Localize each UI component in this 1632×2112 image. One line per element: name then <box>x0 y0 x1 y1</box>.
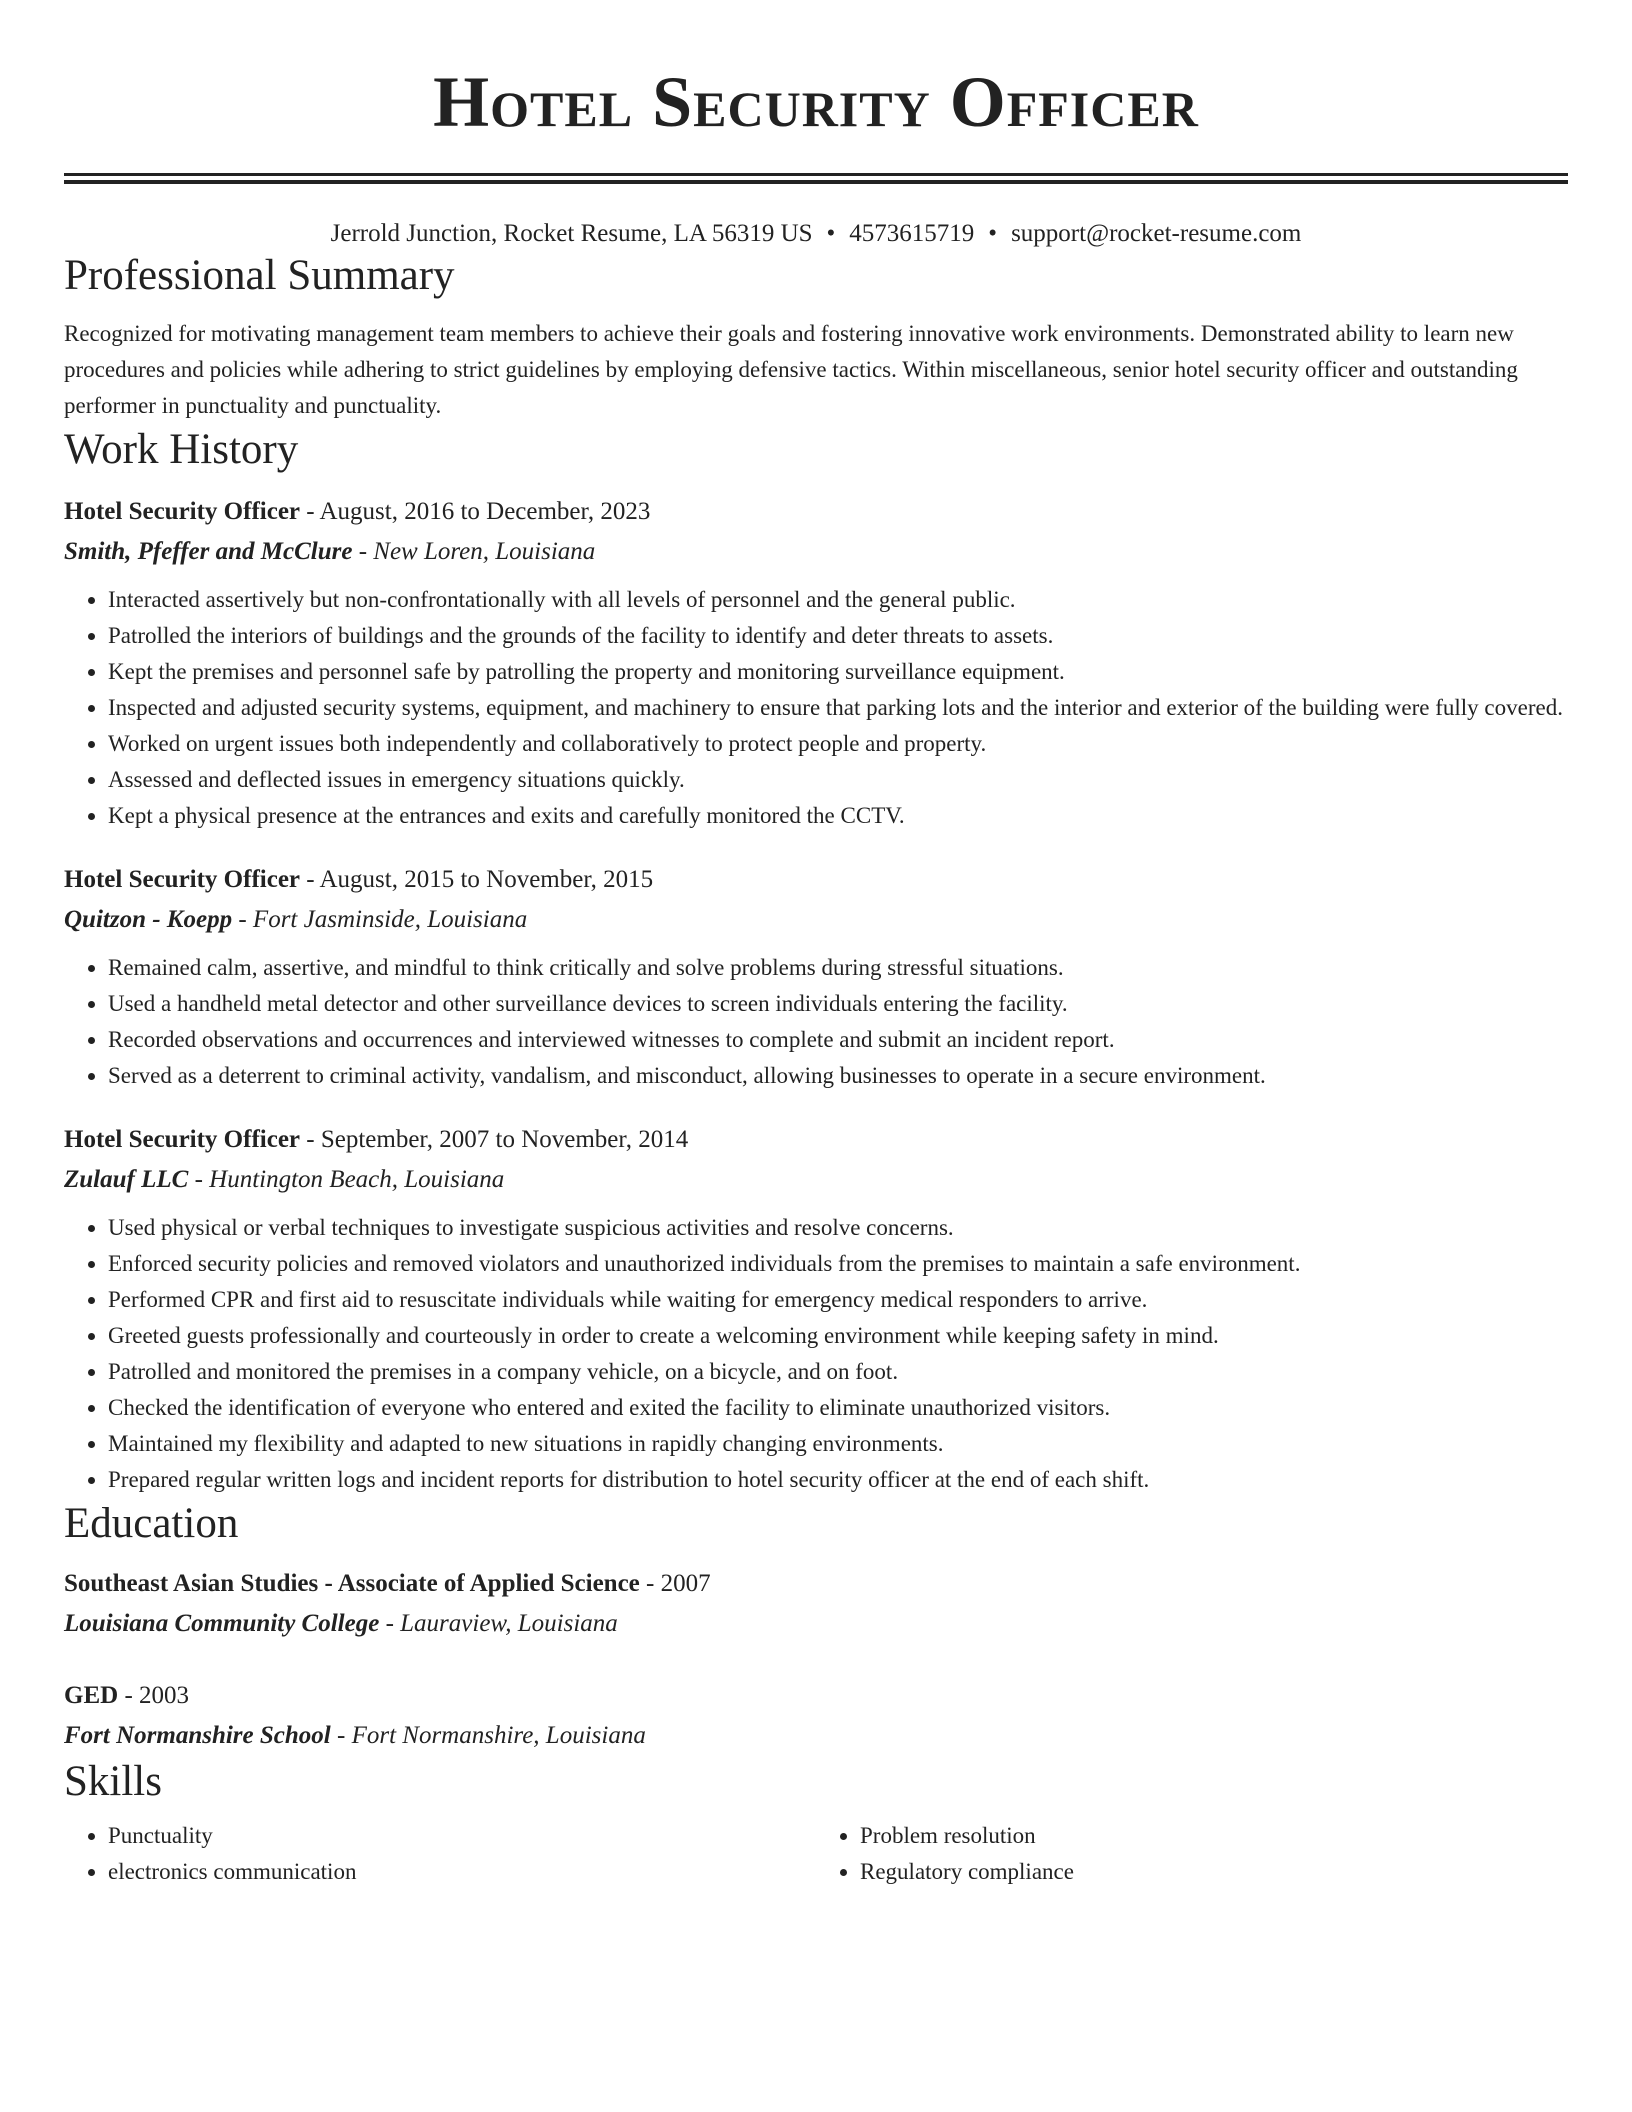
job-duty: • Kept the premises and personnel safe by patrolling the property and monitoring surveillance equipment. <box>108 654 1568 690</box>
job-dates: - August, 2016 to December, 2023 <box>300 498 651 525</box>
summary-text: Recognized for motivating management team members to achieve their goals and fostering innovative work environments. Demonstrated ability to learn new procedures and policies while adhering to strict guidelines by employing defensive tactics. Within miscellaneous, senior hotel security officer and outstanding performer in punctuality and punctuality. <box>64 321 1518 418</box>
job-duty: • Greeted guests professionally and courteously in order to create a welcoming environment while keeping safety in mind. <box>108 1318 1568 1354</box>
resume-title: Hotel Security Officer <box>433 62 1199 142</box>
education-heading: Education <box>64 1500 239 1547</box>
education-location: - Lauraview, Louisiana <box>379 1610 618 1637</box>
job-duty: • Prepared regular written logs and incident reports for distribution to hotel security officer at the end of each shift. <box>108 1462 1568 1498</box>
job-duty: • Used a handheld metal detector and other surveillance devices to screen individuals entering the facility. <box>108 986 1568 1022</box>
education-entry <box>64 1564 1568 1644</box>
skills-column-left <box>64 1818 816 1890</box>
contact-line <box>64 218 1568 250</box>
job-duty: • Served as a deterrent to criminal activity, vandalism, and misconduct, allowing businesses to operate in a secure environment. <box>108 1058 1568 1094</box>
education-degree-line <box>64 1564 1568 1604</box>
contact-email: support@rocket-resume.com <box>1011 220 1302 247</box>
contact-separator: • <box>826 220 836 247</box>
job-duty: • Enforced security policies and removed violators and unauthorized individuals from the premises to maintain a safe environment. <box>108 1246 1568 1282</box>
education-location: - Fort Normanshire, Louisiana <box>330 1722 646 1749</box>
skill-item: • Problem resolution <box>860 1818 1568 1854</box>
education-school-line <box>64 1716 1568 1756</box>
job-title-line <box>64 1120 1568 1160</box>
education-year: - 2007 <box>639 1570 711 1597</box>
skills-list <box>64 1818 1568 1890</box>
contact-address: Jerrold Junction, Rocket Resume, LA 56319 US <box>330 220 813 247</box>
skills-heading: Skills <box>64 1758 162 1805</box>
job-title-line <box>64 492 1568 532</box>
job-title-line <box>64 860 1568 900</box>
education-school: Fort Normanshire School <box>64 1722 331 1749</box>
job-duty: • Patrolled and monitored the premises in a company vehicle, on a bicycle, and on foot. <box>108 1354 1568 1390</box>
job-title: Hotel Security Officer <box>64 866 301 893</box>
job-duties <box>64 1210 1568 1498</box>
job-employer: Zulauf LLC <box>64 1166 189 1193</box>
job-duty: • Assessed and deflected issues in emergency situations quickly. <box>108 762 1568 798</box>
job-dates: - September, 2007 to November, 2014 <box>300 1126 689 1153</box>
job-duty: • Recorded observations and occurrences and interviewed witnesses to complete and submit an incident report. <box>108 1022 1568 1058</box>
education-degree: GED <box>64 1682 119 1709</box>
job-title: Hotel Security Officer <box>64 1126 301 1153</box>
education-degree: Southeast Asian Studies - Associate of Applied Science <box>64 1570 640 1597</box>
job-duty: • Interacted assertively but non-confrontationally with all levels of personnel and the general public. <box>108 582 1568 618</box>
job-employer-line <box>64 532 1568 572</box>
summary-heading: Professional Summary <box>64 252 455 299</box>
job-duty: • Maintained my flexibility and adapted to new situations in rapidly changing environments. <box>108 1426 1568 1462</box>
job-duty: • Used physical or verbal techniques to investigate suspicious activities and resolve concerns. <box>108 1210 1568 1246</box>
job-dates: - August, 2015 to November, 2015 <box>300 866 654 893</box>
contact-phone: 4573615719 <box>849 220 975 247</box>
skills-column-right <box>816 1818 1568 1890</box>
job-duty: • Worked on urgent issues both independently and collaboratively to protect people and property. <box>108 726 1568 762</box>
job-entry <box>64 492 1568 834</box>
job-entry <box>64 860 1568 1094</box>
job-duty: • Performed CPR and first aid to resuscitate individuals while waiting for emergency medical responders to arrive. <box>108 1282 1568 1318</box>
skill-item: • Regulatory compliance <box>860 1854 1568 1890</box>
job-duties <box>64 950 1568 1094</box>
job-entry <box>64 1120 1568 1498</box>
job-duty: • Remained calm, assertive, and mindful to think critically and solve problems during stressful situations. <box>108 950 1568 986</box>
job-duty: • Checked the identification of everyone who entered and exited the facility to eliminate unauthorized visitors. <box>108 1390 1568 1426</box>
skill-item: • electronics communication <box>108 1854 816 1890</box>
job-employer-line <box>64 900 1568 940</box>
job-employer: Quitzon - Koepp <box>64 906 233 933</box>
job-location: - New Loren, Louisiana <box>352 538 596 565</box>
skill-item: • Punctuality <box>108 1818 816 1854</box>
job-employer-line <box>64 1160 1568 1200</box>
title-divider <box>64 173 1568 184</box>
education-degree-line <box>64 1676 1568 1716</box>
education-entry <box>64 1676 1568 1756</box>
job-location: - Huntington Beach, Louisiana <box>188 1166 505 1193</box>
job-duty: • Inspected and adjusted security systems, equipment, and machinery to ensure that parking lots and the interior and exterior of the building were fully covered. <box>108 690 1568 726</box>
education-school-line <box>64 1604 1568 1644</box>
contact-separator: • <box>988 220 998 247</box>
education-school: Louisiana Community College <box>64 1610 380 1637</box>
job-duties <box>64 582 1568 834</box>
job-title: Hotel Security Officer <box>64 498 301 525</box>
job-duty: • Kept a physical presence at the entrances and exits and carefully monitored the CCTV. <box>108 798 1568 834</box>
job-employer: Smith, Pfeffer and McClure <box>64 538 353 565</box>
job-duty: • Patrolled the interiors of buildings and the grounds of the facility to identify and deter threats to assets. <box>108 618 1568 654</box>
job-location: - Fort Jasminside, Louisiana <box>232 906 528 933</box>
education-year: - 2003 <box>118 1682 190 1709</box>
work-history-heading: Work History <box>64 426 299 473</box>
